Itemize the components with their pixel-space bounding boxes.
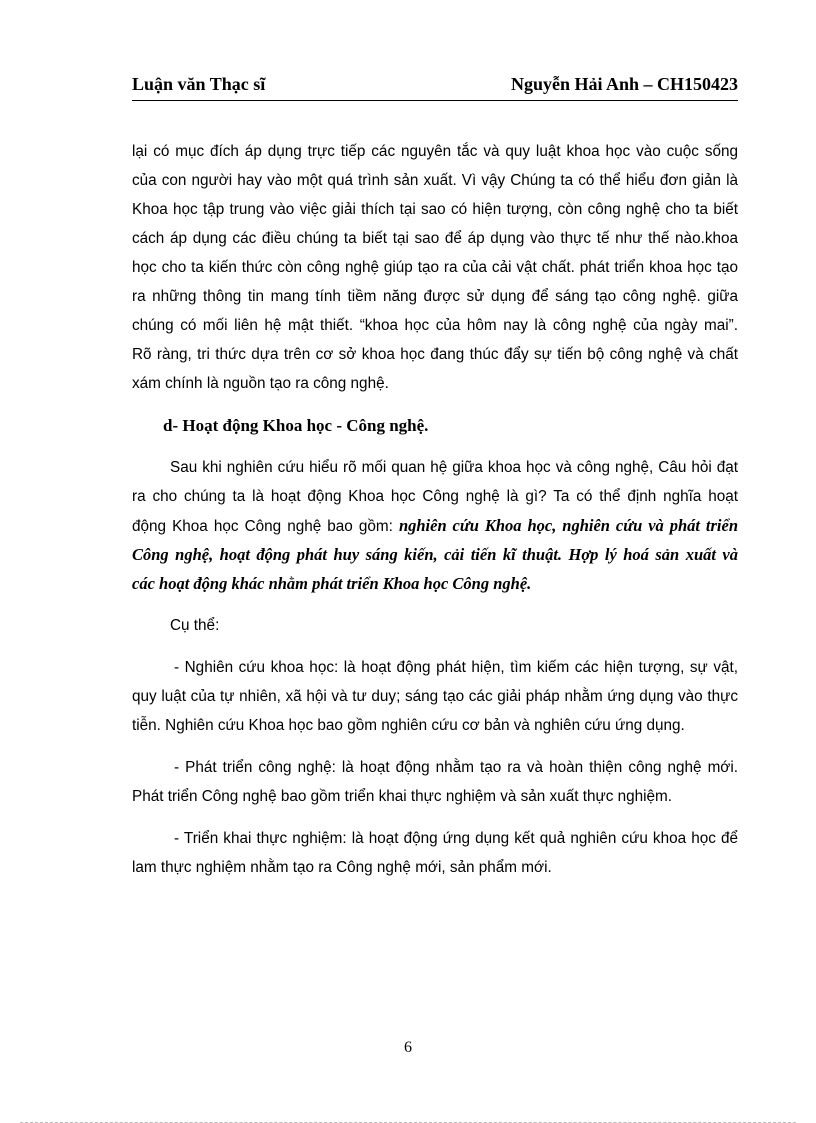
- text-line: chúng có mối liên hệ mật thiết. “khoa học của hôm nay là công nghệ của ngày mai”.: [132, 317, 738, 334]
- text-line: Phát triển Công nghệ bao gồm triển khai thực nghiệm và sản xuất thực nghiệm.: [132, 788, 673, 805]
- text-line: [132, 511, 738, 540]
- list-item-research: [132, 653, 738, 740]
- text-line: của con người hay vào một quá trình sản xuất. Vì vậy Chúng ta có thể hiểu đơn giản là: [132, 172, 738, 189]
- page-header: [132, 74, 738, 98]
- paragraph-science-technology: [132, 137, 738, 398]
- definition-emphasis-line: các hoạt động khác nhằm phát triển Khoa học Công nghệ.: [132, 574, 532, 593]
- text-line: học cho ta kiến thức còn công nghệ giúp tạo ra của cải vật chất. phát triển khoa học tạo: [132, 259, 738, 276]
- text-line: cách áp dụng các điều chúng ta biết tại sao để áp dụng vào thực tế như thế nào.khoa: [132, 230, 738, 247]
- text-line: Khoa học tập trung vào việc giải thích tại sao có hiện tượng, còn công nghệ cho ta biết: [132, 201, 738, 218]
- definition-lead: động Khoa học Công nghệ bao gồm:: [132, 518, 399, 535]
- text-line: lại có mục đích áp dụng trực tiếp các nguyên tắc và quy luật khoa học vào cuộc sống: [132, 143, 738, 160]
- text-line: xám chính là nguồn tạo ra công nghệ.: [132, 375, 389, 392]
- cu-the-label: Cụ thể:: [170, 617, 220, 634]
- text-line: - Phát triển công nghệ: là hoạt động nhằm tạo ra và hoàn thiện công nghệ mới.: [174, 759, 738, 776]
- page-number: 6: [404, 1039, 412, 1056]
- text-line: tiễn. Nghiên cứu Khoa học bao gồm nghiên cứu cơ bản và nghiên cứu ứng dụng.: [132, 717, 685, 734]
- header-rule: [132, 100, 738, 101]
- list-item-experimental: [132, 824, 738, 882]
- header-author: Nguyễn Hải Anh – CH150423: [510, 74, 738, 94]
- text-line: ra những thông tin mang tính tiềm năng được sử dụng để sáng tạo công nghệ. giữa: [132, 288, 738, 305]
- text-line: Rõ ràng, tri thức dựa trên cơ sở khoa học đang thúc đẩy sự tiến bộ công nghệ và chất: [132, 346, 738, 363]
- text-line: Sau khi nghiên cứu hiểu rõ mối quan hệ giữa khoa học và công nghệ, Câu hỏi đạt: [170, 459, 738, 476]
- header-thesis-type: Luận văn Thạc sĩ: [132, 74, 266, 94]
- paragraph-definition: [132, 453, 738, 598]
- text-line: ra cho chúng ta là hoạt động Khoa học Công nghệ là gì? Ta có thể định nghĩa hoạt: [132, 488, 738, 505]
- text-line: quy luật của tự nhiên, xã hội và tư duy; sáng tạo các giải pháp nhằm ứng dụng vào thực: [132, 688, 738, 705]
- text-line: - Triển khai thực nghiệm: là hoạt động ứng dụng kết quả nghiên cứu khoa học để: [174, 830, 738, 847]
- page-body: [132, 137, 738, 882]
- text-line: - Nghiên cứu khoa học: là hoạt động phát hiện, tìm kiếm các hiện tượng, sự vật,: [174, 659, 738, 676]
- section-heading: d- Hoạt động Khoa học - Công nghệ.: [163, 416, 429, 435]
- list-item-tech-development: [132, 753, 738, 811]
- text-line: lam thực nghiệm nhằm tạo ra Công nghệ mới, sản phẩm mới.: [132, 859, 552, 876]
- definition-emphasis-line: Công nghệ, hoạt động phát huy sáng kiến, cải tiến kĩ thuật. Hợp lý hoá sản xuất và: [132, 545, 738, 564]
- definition-emphasis: nghiên cứu Khoa học, nghiên cứu và phát triển: [398, 516, 738, 535]
